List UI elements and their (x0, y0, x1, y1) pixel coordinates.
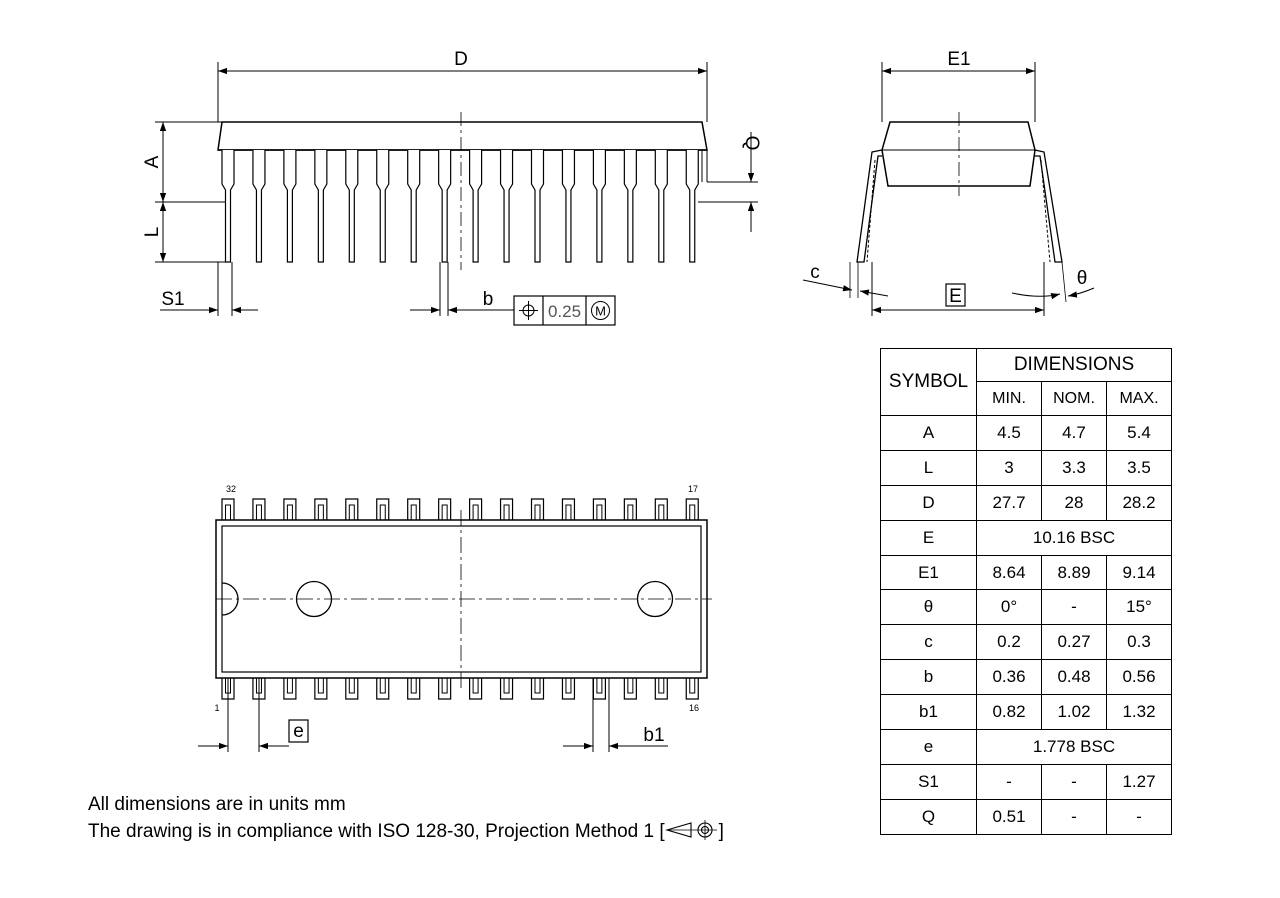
row-span-value: 1.778 BSC (977, 730, 1172, 765)
pin-bottom-tip (628, 678, 633, 693)
side-lead (562, 150, 574, 262)
pin-top (377, 499, 389, 520)
pin-top-tip (659, 505, 664, 520)
label-b1: b1 (643, 725, 665, 746)
dim-D (218, 62, 707, 122)
pin-bottom-tip (442, 678, 447, 693)
pin-top-tip (287, 505, 292, 520)
pin-top (593, 499, 605, 520)
pin-top (532, 499, 544, 520)
row-symbol: θ (881, 590, 977, 625)
pin-top-tip (473, 505, 478, 520)
table-row (881, 520, 1172, 555)
pin-bottom-tip (659, 678, 664, 693)
notes (88, 791, 724, 845)
end-view-body (882, 122, 1035, 186)
row-nom: 0.27 (1042, 625, 1107, 660)
row-nom: 0.48 (1042, 660, 1107, 695)
col-header-nom: NOM. (1042, 382, 1107, 416)
projection-method-icon (665, 819, 719, 841)
top-view (216, 499, 712, 699)
dim-A-L (155, 122, 226, 262)
side-lead (501, 150, 513, 262)
row-max: 15° (1107, 590, 1172, 625)
row-min: 27.7 (977, 485, 1042, 520)
row-symbol: b (881, 660, 977, 695)
end-view (857, 112, 1062, 262)
row-span-value: 10.16 BSC (977, 520, 1172, 555)
col-header-max: MAX. (1107, 382, 1172, 416)
note-projection-text: The drawing is in compliance with ISO 128-30, Projection Method 1 [ (88, 821, 665, 842)
pin-bottom (501, 678, 513, 699)
row-nom: - (1042, 799, 1107, 834)
row-max: 0.3 (1107, 625, 1172, 660)
row-min: 0.2 (977, 625, 1042, 660)
pin-top-tip (226, 505, 231, 520)
row-nom: 1.02 (1042, 695, 1107, 730)
row-nom: - (1042, 590, 1107, 625)
row-symbol: e (881, 730, 977, 765)
side-view (218, 112, 707, 270)
row-max: 9.14 (1107, 555, 1172, 590)
pin-bottom-tip (566, 678, 571, 693)
pin-bottom-tip (597, 678, 602, 693)
pin-top (222, 499, 234, 520)
side-lead (222, 150, 234, 262)
row-symbol: D (881, 485, 977, 520)
col-header-min: MIN. (977, 382, 1042, 416)
side-lead (315, 150, 327, 262)
side-view-body (218, 122, 707, 150)
row-nom: 28 (1042, 485, 1107, 520)
pin-bottom-tip (535, 678, 540, 693)
table-row (881, 625, 1172, 660)
label-S1: S1 (161, 289, 185, 310)
pin-top (470, 499, 482, 520)
row-nom: 4.7 (1042, 416, 1107, 451)
pin-top (655, 499, 667, 520)
side-lead (439, 150, 451, 262)
row-symbol: E (881, 520, 977, 555)
side-lead (284, 150, 296, 262)
dimensions-table (880, 348, 1172, 835)
row-symbol: b1 (881, 695, 977, 730)
pin-bottom (532, 678, 544, 699)
table-row (881, 695, 1172, 730)
pin-bottom (593, 678, 605, 699)
pin-label-1: 1 (214, 703, 220, 713)
label-D: D (454, 49, 468, 70)
side-lead (408, 150, 420, 262)
row-min: 4.5 (977, 416, 1042, 451)
note-units: All dimensions are in units mm (88, 794, 346, 815)
tolerance-value: 0.25 (547, 302, 582, 321)
pin-bottom-tip (690, 678, 695, 693)
pin-label-16: 16 (688, 703, 700, 713)
row-min: 0.36 (977, 660, 1042, 695)
note-projection-close: ] (718, 821, 724, 842)
label-b: b (482, 289, 494, 310)
label-theta: θ (1076, 268, 1088, 289)
pin-top-tip (535, 505, 540, 520)
row-symbol: L (881, 450, 977, 485)
pin-label-32: 32 (225, 484, 237, 494)
row-max: 0.56 (1107, 660, 1172, 695)
label-Q: Q (741, 135, 762, 151)
table-header-row (881, 349, 1172, 382)
side-lead (532, 150, 544, 262)
side-lead (686, 150, 698, 262)
pin-top (686, 499, 698, 520)
label-E: E (949, 286, 962, 307)
label-L: L (142, 226, 163, 238)
dim-b (410, 262, 514, 316)
side-lead (655, 150, 667, 262)
side-view-leads (222, 150, 698, 262)
pin-bottom-tip (411, 678, 416, 693)
pin-top-tip (411, 505, 416, 520)
pin-top-tip (690, 505, 695, 520)
note-projection (88, 818, 724, 845)
pin-bottom (346, 678, 358, 699)
pin-bottom (562, 678, 574, 699)
pin-bottom (284, 678, 296, 699)
side-lead (377, 150, 389, 262)
pin-top-tip (597, 505, 602, 520)
table-row (881, 555, 1172, 590)
pin-bottom (439, 678, 451, 699)
table-row (881, 799, 1172, 834)
pin-top-tip (566, 505, 571, 520)
symbol-header: SYMBOL (881, 349, 977, 416)
pin-top (346, 499, 358, 520)
pin-bottom (315, 678, 327, 699)
dimensions-header: DIMENSIONS (977, 349, 1172, 382)
pin-bottom-tip (318, 678, 323, 693)
table-row (881, 660, 1172, 695)
pin-bottom-tip (504, 678, 509, 693)
row-min: 0.51 (977, 799, 1042, 834)
row-min: - (977, 764, 1042, 799)
row-min: 0° (977, 590, 1042, 625)
pin-bottom (655, 678, 667, 699)
tolerance-modifier: M (595, 303, 606, 319)
row-symbol: c (881, 625, 977, 660)
row-max: 1.27 (1107, 764, 1172, 799)
pin-top-tip (504, 505, 509, 520)
pin-top (408, 499, 420, 520)
row-max: - (1107, 799, 1172, 834)
label-A: A (142, 155, 163, 169)
side-lead (624, 150, 636, 262)
pin-label-17: 17 (687, 484, 699, 494)
pin-top (439, 499, 451, 520)
label-E1: E1 (947, 49, 971, 70)
row-max: 3.5 (1107, 450, 1172, 485)
pin-top-tip (349, 505, 354, 520)
pin-top (501, 499, 513, 520)
pin-top-tip (318, 505, 323, 520)
row-nom: 3.3 (1042, 450, 1107, 485)
pin-bottom (377, 678, 389, 699)
tolerance-frame (514, 296, 615, 325)
row-symbol: E1 (881, 555, 977, 590)
pin-bottom (686, 678, 698, 699)
pin-top-tip (380, 505, 385, 520)
position-tolerance-icon (519, 301, 538, 320)
row-min: 3 (977, 450, 1042, 485)
label-e: e (293, 721, 304, 742)
row-max: 1.32 (1107, 695, 1172, 730)
pin-bottom-tip (287, 678, 292, 693)
row-nom: 8.89 (1042, 555, 1107, 590)
side-lead (346, 150, 358, 262)
pin-top (562, 499, 574, 520)
pin-top-tip (628, 505, 633, 520)
label-c: c (810, 262, 820, 283)
pin-top-tip (442, 505, 447, 520)
pin-top (315, 499, 327, 520)
side-lead (253, 150, 265, 262)
end-view-lead-left (857, 150, 882, 262)
row-symbol: A (881, 416, 977, 451)
table-row (881, 416, 1172, 451)
row-symbol: S1 (881, 764, 977, 799)
pin-bottom (408, 678, 420, 699)
pin-bottom (470, 678, 482, 699)
pin-bottom-tip (473, 678, 478, 693)
row-min: 8.64 (977, 555, 1042, 590)
table-row (881, 450, 1172, 485)
table-row (881, 730, 1172, 765)
pin-bottom-tip (349, 678, 354, 693)
pin-top-tip (256, 505, 261, 520)
pin-top (253, 499, 265, 520)
row-symbol: Q (881, 799, 977, 834)
side-lead (470, 150, 482, 262)
row-max: 28.2 (1107, 485, 1172, 520)
row-max: 5.4 (1107, 416, 1172, 451)
row-min: 0.82 (977, 695, 1042, 730)
pin-bottom-tip (380, 678, 385, 693)
pin-top (284, 499, 296, 520)
pin-bottom (624, 678, 636, 699)
pin-top (624, 499, 636, 520)
table-row (881, 590, 1172, 625)
dim-E1 (882, 62, 1035, 122)
table-row (881, 485, 1172, 520)
row-nom: - (1042, 764, 1107, 799)
table-row (881, 764, 1172, 799)
side-lead (593, 150, 605, 262)
